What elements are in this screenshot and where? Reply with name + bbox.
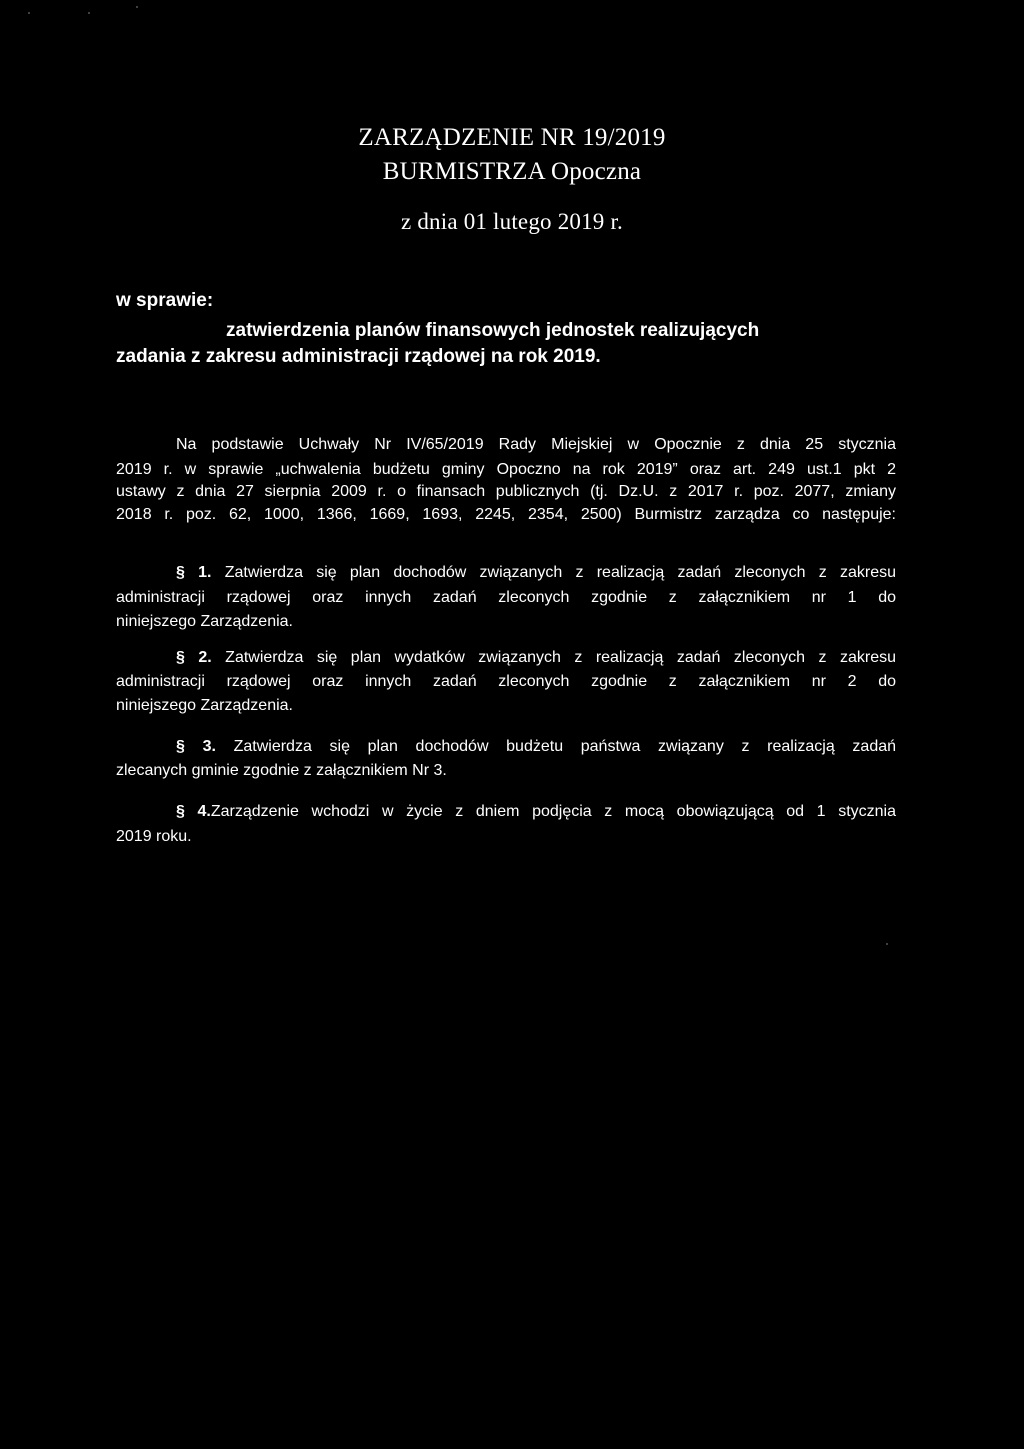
document-title: ZARZĄDZENIE NR 19/2019 xyxy=(358,124,666,151)
section-line: administracji rządowej oraz innych zadań zleconych zgodnie z załącznikiem nr 1 do xyxy=(116,589,896,606)
section-line: zlecanych gminie zgodnie z załącznikiem Nr 3. xyxy=(116,762,447,779)
section-line: 2019 roku. xyxy=(116,828,192,845)
preamble-line: ustawy z dnia 27 sierpnia 2009 r. o finansach publicznych (tj. Dz.U. z 2017 r. poz. 2077, zmiany xyxy=(116,483,896,500)
preamble-line: 2019 r. w sprawie „uchwalenia budżetu gminy Opoczno na rok 2019” oraz art. 249 ust.1 pkt 2 xyxy=(116,461,896,478)
section-4 xyxy=(176,803,896,821)
scan-speck xyxy=(88,12,90,14)
section-3 xyxy=(176,738,896,756)
section-line: administracji rządowej oraz innych zadań zleconych zgodnie z załącznikiem nr 2 do xyxy=(116,673,896,690)
section-line: niniejszego Zarządzenia. xyxy=(116,697,293,714)
document-date: z dnia 01 lutego 2019 r. xyxy=(401,209,623,234)
section-number: § 4. xyxy=(176,803,211,820)
section-number: § 1. xyxy=(176,564,212,581)
scan-speck xyxy=(28,12,30,14)
section-text: Zatwierdza się plan dochodów związanych z realizacją zadań zleconych z zakresu xyxy=(224,564,897,581)
subject-line: zatwierdzenia planów finansowych jednostek realizujących xyxy=(226,320,760,341)
document-issuer: BURMISTRZA Opoczna xyxy=(382,158,642,185)
preamble-line: 2018 r. poz. 62, 1000, 1366, 1669, 1693, 2245, 2354, 2500) Burmistrz zarządza co następuje: xyxy=(116,506,896,523)
subject-heading: w sprawie: xyxy=(116,290,214,311)
section-number: § 3. xyxy=(176,738,216,755)
section-text: Zatwierdza się plan dochodów budżetu państwa związany z realizacją zadań xyxy=(233,738,897,755)
scan-speck xyxy=(136,6,138,8)
subject-line: zadania z zakresu administracji rządowej na rok 2019. xyxy=(116,346,601,367)
section-text: Zarządzenie wchodzi w życie z dniem podjęcia z mocą obowiązującą od 1 stycznia xyxy=(210,803,897,820)
section-number: § 2. xyxy=(176,649,212,666)
section-2 xyxy=(176,649,896,667)
section-1 xyxy=(176,564,896,582)
scan-speck xyxy=(886,943,888,945)
section-text: Zatwierdza się plan wydatków związanych z realizacją zadań zleconych z zakresu xyxy=(225,649,896,666)
section-line: niniejszego Zarządzenia. xyxy=(116,613,293,630)
preamble-line: Na podstawie Uchwały Nr IV/65/2019 Rady Miejskiej w Opocznie z dnia 25 stycznia xyxy=(176,436,896,453)
